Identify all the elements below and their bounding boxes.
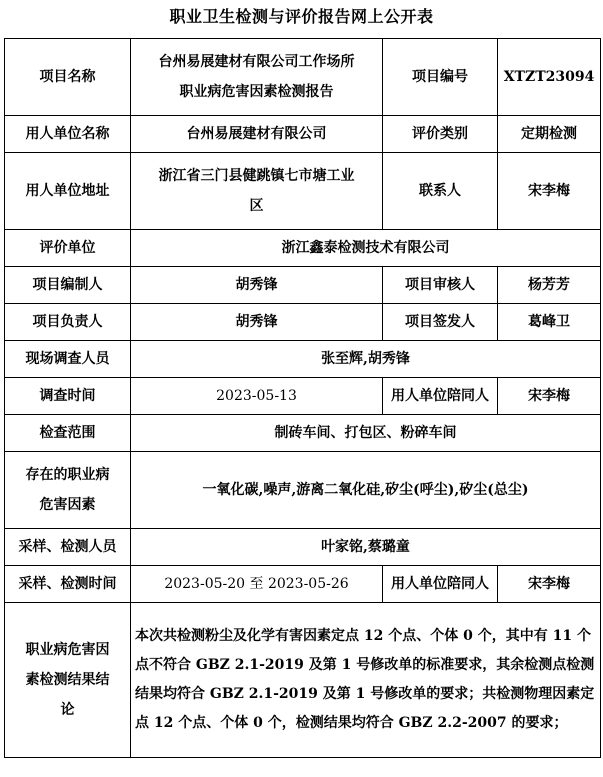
value-reviewer: 杨芳芳 xyxy=(498,267,601,304)
value-scope: 制砖车间、打包区、粉碎车间 xyxy=(131,415,601,452)
label-sampling-time: 采样、检测时间 xyxy=(5,566,131,603)
label-employer-name: 用人单位名称 xyxy=(5,116,131,153)
label-contact: 联系人 xyxy=(383,153,498,230)
row-project-name xyxy=(5,39,601,116)
label-accompany-2: 用人单位陪同人 xyxy=(383,566,498,603)
row-leader xyxy=(5,304,601,341)
value-employer-address-line1: 浙江省三门县健跳镇七市塘工业 xyxy=(158,168,355,184)
value-sampling-time: 2023-05-20 至 2023-05-26 xyxy=(131,566,383,603)
value-project-name-line1: 台州易展建材有限公司工作场所 xyxy=(158,54,355,70)
row-employer-address xyxy=(5,153,601,230)
label-hazards-line2: 危害因素 xyxy=(39,497,96,513)
value-leader: 胡秀锋 xyxy=(131,304,383,341)
label-conclusion xyxy=(5,603,131,758)
row-surveyors xyxy=(5,341,601,378)
report-table xyxy=(4,38,601,758)
row-conclusion xyxy=(5,603,601,758)
label-conclusion-line3: 论 xyxy=(60,702,75,718)
label-hazards-line1: 存在的职业病 xyxy=(25,467,110,483)
row-scope xyxy=(5,415,601,452)
label-leader: 项目负责人 xyxy=(5,304,131,341)
label-conclusion-line2: 素检测结果结 xyxy=(25,672,110,688)
label-project-name: 项目名称 xyxy=(5,39,131,116)
page-title: 职业卫生检测与评价报告网上公开表 xyxy=(169,7,434,26)
row-survey-time xyxy=(5,378,601,415)
label-scope: 检查范围 xyxy=(5,415,131,452)
value-accompany-2: 宋李梅 xyxy=(498,566,601,603)
value-compiler: 胡秀锋 xyxy=(131,267,383,304)
row-samplers xyxy=(5,529,601,566)
value-hazards: 一氧化碳,噪声,游离二氧化硅,矽尘(呼尘),矽尘(总尘) xyxy=(131,452,601,529)
value-project-no: XTZT23094 xyxy=(498,39,601,116)
label-accompany-1: 用人单位陪同人 xyxy=(383,378,498,415)
label-surveyors: 现场调查人员 xyxy=(5,341,131,378)
label-eval-type: 评价类别 xyxy=(383,116,498,153)
value-eval-unit: 浙江鑫泰检测技术有限公司 xyxy=(131,230,601,267)
value-accompany-1: 宋李梅 xyxy=(498,378,601,415)
value-project-name-line2: 职业病危害因素检测报告 xyxy=(179,84,334,100)
value-employer-name: 台州易展建材有限公司 xyxy=(131,116,383,153)
row-hazards xyxy=(5,452,601,529)
label-survey-time: 调查时间 xyxy=(5,378,131,415)
value-eval-type: 定期检测 xyxy=(498,116,601,153)
label-project-no: 项目编号 xyxy=(383,39,498,116)
value-conclusion: 本次共检测粉尘及化学有害因素定点 12 个点、个体 0 个，其中有 11 个点不符合 GBZ 2.1-2019 及第 1 号修改单的标准要求，其余检测点检测结果均符合 GBZ 2.1-2019 及第 1 号修改单的要求；共检测物理因素定点 12 个点、个体 0 个，检测结果均符合 GBZ 2.2-2007 的要求； xyxy=(131,603,601,758)
value-issuer: 葛峰卫 xyxy=(498,304,601,341)
value-contact: 宋李梅 xyxy=(498,153,601,230)
value-survey-time: 2023-05-13 xyxy=(131,378,383,415)
value-project-name xyxy=(131,39,383,116)
label-employer-address: 用人单位地址 xyxy=(5,153,131,230)
label-reviewer: 项目审核人 xyxy=(383,267,498,304)
label-issuer: 项目签发人 xyxy=(383,304,498,341)
label-conclusion-line1: 职业病危害因 xyxy=(25,642,110,658)
row-eval-unit xyxy=(5,230,601,267)
label-hazards xyxy=(5,452,131,529)
row-sampling-time xyxy=(5,566,601,603)
value-employer-address-line2: 区 xyxy=(249,198,264,214)
row-compiler xyxy=(5,267,601,304)
label-eval-unit: 评价单位 xyxy=(5,230,131,267)
value-employer-address xyxy=(131,153,383,230)
row-employer-name xyxy=(5,116,601,153)
label-samplers: 采样、检测人员 xyxy=(5,529,131,566)
value-surveyors: 张至辉,胡秀锋 xyxy=(131,341,601,378)
label-compiler: 项目编制人 xyxy=(5,267,131,304)
value-samplers: 叶家铭,蔡璐童 xyxy=(131,529,601,566)
